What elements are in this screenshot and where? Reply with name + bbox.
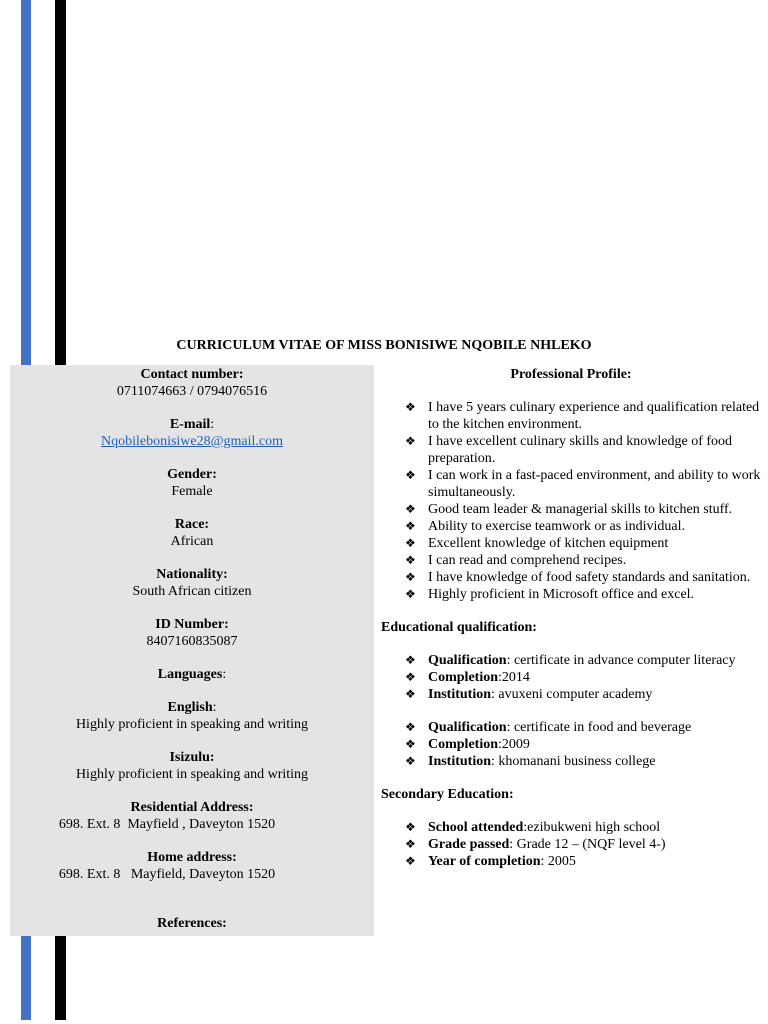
diamond-bullet-icon: ❖ bbox=[405, 687, 416, 701]
diamond-bullet-icon: ❖ bbox=[405, 587, 416, 601]
languages-label: Languages bbox=[157, 667, 223, 682]
qualification-1-list bbox=[381, 652, 761, 703]
email-label: E-mail bbox=[169, 417, 211, 432]
residential-address-label: Residential Address: bbox=[130, 800, 254, 815]
gender-label: Gender: bbox=[167, 467, 217, 482]
email-link[interactable]: Nqobilebonisiwe28@gmail.com bbox=[100, 434, 284, 449]
list-item: ❖ Institution: avuxeni computer academy bbox=[405, 687, 653, 702]
english-value: Highly proficient in speaking and writing bbox=[75, 717, 309, 732]
professional-profile-list bbox=[381, 399, 761, 603]
list-item: ❖ I have 5 years culinary experience and qualification related to the kitchen environment. bbox=[405, 400, 760, 432]
contact-number-value: 0711074663 / 0794076516 bbox=[116, 384, 268, 399]
languages-label-row bbox=[10, 666, 374, 683]
id-number-value: 8407160835087 bbox=[146, 634, 238, 649]
list-item: ❖ Completion:2009 bbox=[405, 737, 530, 752]
race-value: African bbox=[170, 534, 214, 549]
diamond-bullet-icon: ❖ bbox=[405, 400, 416, 414]
list-item: ❖ I have excellent culinary skills and knowledge of food preparation. bbox=[405, 434, 733, 466]
list-item: ❖ I can work in a fast-paced environment, and ability to work simultaneously. bbox=[405, 468, 761, 500]
diamond-bullet-icon: ❖ bbox=[405, 670, 416, 684]
list-item: ❖ I have knowledge of food safety standards and sanitation. bbox=[405, 570, 751, 585]
list-item: ❖ Good team leader & managerial skills to kitchen stuff. bbox=[405, 502, 733, 517]
english-colon: : bbox=[212, 700, 217, 715]
isizulu-value: Highly proficient in speaking and writing bbox=[75, 767, 309, 782]
race-label: Race: bbox=[174, 517, 210, 532]
list-item: ❖ I can read and comprehend recipes. bbox=[405, 553, 627, 568]
english-label-row bbox=[10, 699, 374, 716]
english-label: English bbox=[167, 700, 213, 715]
professional-profile-heading: Professional Profile: bbox=[510, 367, 632, 382]
diamond-bullet-icon: ❖ bbox=[405, 737, 416, 751]
diamond-bullet-icon: ❖ bbox=[405, 570, 416, 584]
secondary-education-heading: Secondary Education: bbox=[381, 787, 514, 802]
list-item: ❖ Excellent knowledge of kitchen equipment bbox=[405, 536, 669, 551]
email-colon: : bbox=[210, 417, 215, 432]
home-address-label: Home address: bbox=[147, 850, 237, 865]
list-item: ❖ Ability to exercise teamwork or as individual. bbox=[405, 519, 685, 534]
diamond-bullet-icon: ❖ bbox=[405, 754, 416, 768]
isizulu-label: Isizulu: bbox=[169, 750, 215, 765]
references-label: References: bbox=[157, 916, 227, 931]
diamond-bullet-icon: ❖ bbox=[405, 837, 416, 851]
list-item: ❖ School attended:ezibukweni high school bbox=[405, 820, 661, 835]
diamond-bullet-icon: ❖ bbox=[405, 536, 416, 550]
list-item: ❖ Institution: khomanani business college bbox=[405, 754, 656, 769]
educational-qualification-heading: Educational qualification: bbox=[381, 620, 537, 635]
diamond-bullet-icon: ❖ bbox=[405, 854, 416, 868]
diamond-bullet-icon: ❖ bbox=[405, 468, 416, 482]
home-address-value: 698. Ext. 8 Mayfield, Daveyton 1520 bbox=[58, 867, 276, 882]
list-item: ❖ Highly proficient in Microsoft office and excel. bbox=[405, 587, 695, 602]
personal-details bbox=[10, 366, 374, 932]
right-column bbox=[381, 366, 761, 870]
nationality-value: South African citizen bbox=[132, 584, 252, 599]
diamond-bullet-icon: ❖ bbox=[405, 434, 416, 448]
diamond-bullet-icon: ❖ bbox=[405, 519, 416, 533]
secondary-education-list bbox=[381, 819, 761, 870]
list-item: ❖ Qualification: certificate in advance computer literacy bbox=[405, 653, 736, 668]
diamond-bullet-icon: ❖ bbox=[405, 820, 416, 834]
list-item: ❖ Completion:2014 bbox=[405, 670, 530, 685]
list-item: ❖ Year of completion: 2005 bbox=[405, 854, 576, 869]
qualification-2-list bbox=[381, 719, 761, 770]
email-label-row bbox=[10, 416, 374, 433]
diamond-bullet-icon: ❖ bbox=[405, 502, 416, 516]
diamond-bullet-icon: ❖ bbox=[405, 720, 416, 734]
list-item: ❖ Grade passed: Grade 12 – (NQF level 4-) bbox=[405, 837, 666, 852]
nationality-label: Nationality: bbox=[156, 567, 228, 582]
list-item: ❖ Qualification: certificate in food and beverage bbox=[405, 720, 692, 735]
diamond-bullet-icon: ❖ bbox=[405, 553, 416, 567]
residential-address-value: 698. Ext. 8 Mayfield , Daveyton 1520 bbox=[58, 817, 276, 832]
contact-number-label: Contact number: bbox=[140, 367, 244, 382]
diamond-bullet-icon: ❖ bbox=[405, 653, 416, 667]
page-title: CURRICULUM VITAE OF MISS BONISIWE NQOBILE NHLEKO bbox=[176, 338, 592, 353]
id-number-label: ID Number: bbox=[155, 617, 229, 632]
languages-colon: : bbox=[222, 667, 227, 682]
gender-value: Female bbox=[171, 484, 213, 499]
